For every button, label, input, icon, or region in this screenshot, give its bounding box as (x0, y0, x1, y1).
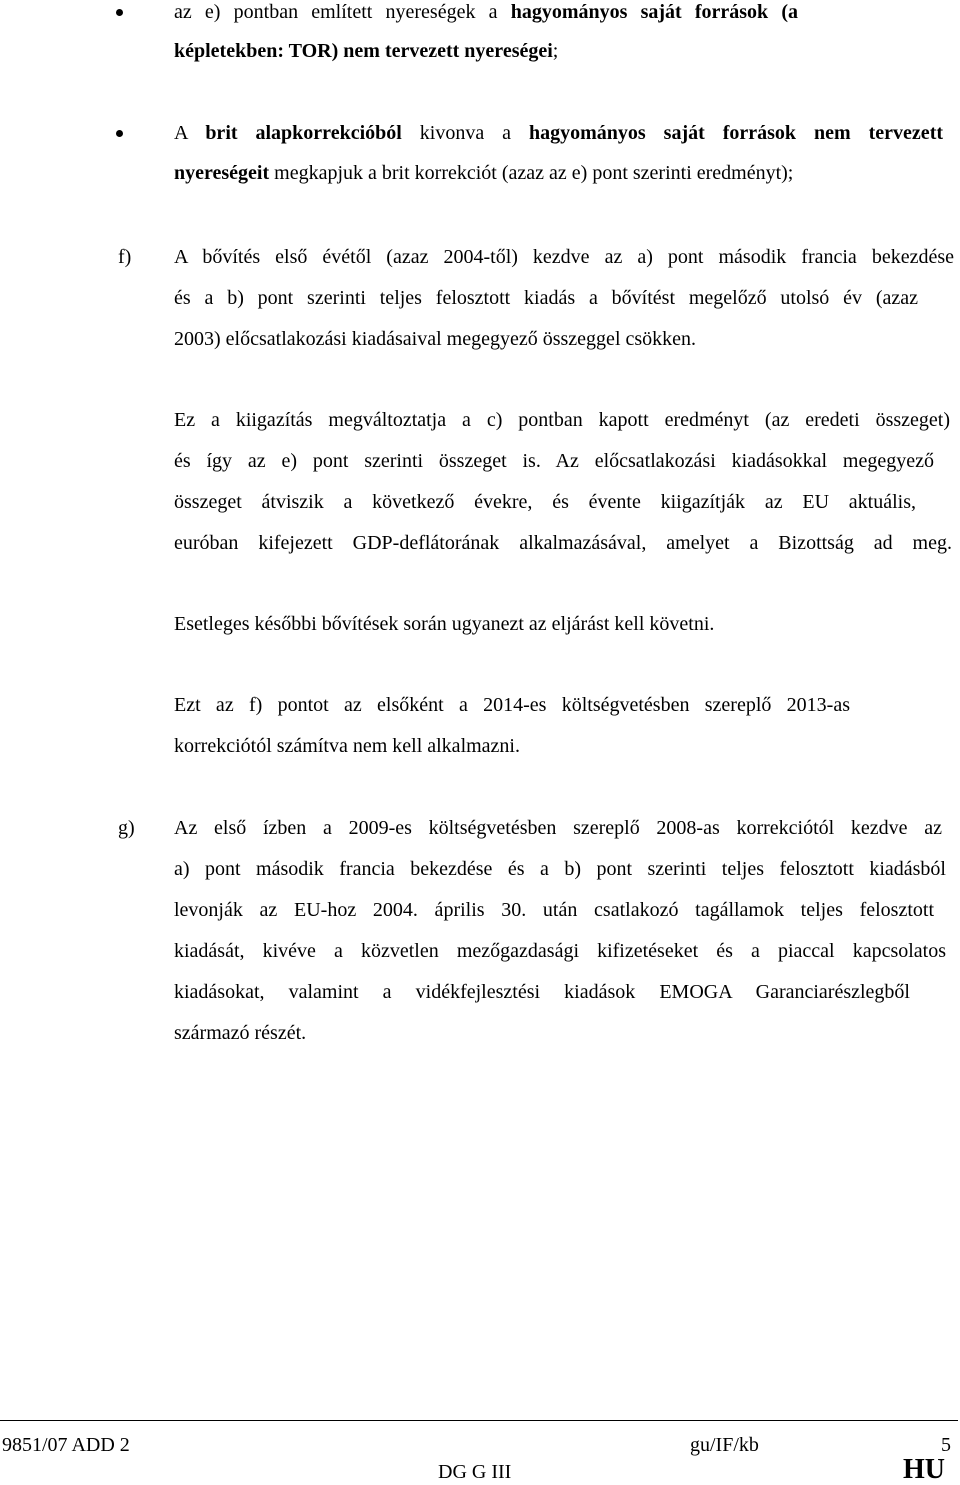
bullet-1-line-2: képletekben: TOR) nem tervezett nyereségei; (174, 40, 559, 62)
item-g-line-5: kiadásokat, valamint a vidékfejlesztési kiadások EMOGA Garanciarészlegből (174, 981, 910, 1003)
footer-page-number: 5 (941, 1434, 951, 1456)
item-f-p2-line-3: összeget átviszik a következő évekre, és évente kiigazítják az EU aktuális, (174, 491, 916, 513)
item-g-line-4: kiadását, kivéve a közvetlen mezőgazdasági kifizetéseket és a piaccal kapcsolatos (174, 940, 946, 962)
footer-department: DG G III (438, 1461, 512, 1483)
item-g-line-3: levonják az EU-hoz 2004. április 30. után csatlakozó tagállamok teljes felosztott (174, 899, 934, 921)
footer-initials: gu/IF/kb (690, 1434, 759, 1456)
item-f-marker: f) (118, 246, 132, 268)
bullet-2-line-1: A brit alapkorrekcióból kivonva a hagyományos saját források nem tervezett (174, 122, 944, 144)
item-f-p2-line-1: Ez a kiigazítás megváltoztatja a c) pontban kapott eredményt (az eredeti összeget) (174, 409, 950, 431)
item-f-p2-line-4: euróban kifejezett GDP-deflátorának alkalmazásával, amelyet a Bizottság ad meg. (174, 532, 952, 554)
item-f-p4-line-2: korrekciótól számítva nem kell alkalmazni. (174, 735, 520, 757)
item-f-p1-line-2: és a b) pont szerinti teljes felosztott kiadás a bővítést megelőző utolsó év (azaz (174, 287, 918, 309)
bullet-icon (116, 130, 123, 137)
item-f-p3-line-1: Esetleges későbbi bővítések során ugyanezt az eljárást kell követni. (174, 613, 715, 635)
footer-language: HU (903, 1454, 945, 1485)
item-g-line-2: a) pont második francia bekezdése és a b) pont szerinti teljes felosztott kiadásból (174, 858, 946, 880)
item-g-line-1: Az első ízben a 2009-es költségvetésben szereplő 2008-as korrekciótól kezdve az (174, 817, 942, 839)
bullet-icon (116, 9, 123, 16)
item-f-p1-line-1: A bővítés első évétől (azaz 2004-től) kezdve az a) pont második francia bekezdése (174, 246, 954, 268)
item-f-p2-line-2: és így az e) pont szerinti összeget is. Az előcsatlakozási kiadásokkal megegyező (174, 450, 934, 472)
footer-divider (0, 1420, 958, 1421)
bullet-1-line-1: az e) pontban említett nyereségek a hagyományos saját források (a (174, 1, 798, 23)
item-g-line-6: származó részét. (174, 1022, 307, 1044)
footer-doc-ref: 9851/07 ADD 2 (2, 1434, 130, 1456)
item-g-marker: g) (118, 817, 135, 839)
item-f-p4-line-1: Ezt az f) pontot az elsőként a 2014-es költségvetésben szereplő 2013-as (174, 694, 850, 716)
bullet-2-line-2: nyereségeit megkapjuk a brit korrekciót (azaz az e) pont szerinti eredményt); (174, 162, 794, 184)
item-f-p1-line-3: 2003) előcsatlakozási kiadásaival megegyező összeggel csökken. (174, 328, 697, 350)
